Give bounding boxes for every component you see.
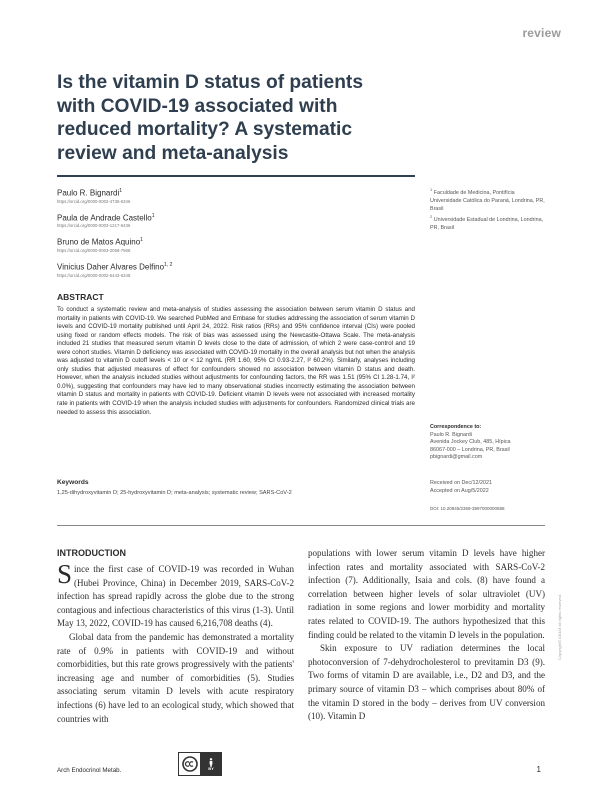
doi-text[interactable]: DOI: 10.20945/2359-3997000000588 [430,506,505,511]
correspondence-line: 86067-000 – Londrina, PR, Brasil [430,446,510,453]
correspondence-email[interactable]: pbignardi@gmail.com [430,454,483,461]
dates-block [430,480,545,495]
section-divider [57,525,545,526]
author-name: Bruno de Matos Aquino$^1$ [57,237,143,247]
author-list [57,186,357,285]
abstract-text: To conduct a systematic review and meta-analysis of studies assessing the association between serum vitamin D status and mortality in patients with COVID-19. We searched PubMed and Embase for studies addressing the association of serum vitamin D levels and COVID-19 mortality published until April 24, 2022. Risk ratios (RRs) and 95% confidence interval (CIs) were pooled using fixed or random effects models. The risk of bias was assessed using the Newcastle-Ottawa Scale. The meta-analysis included 21 studies that measured serum vitamin D levels close to the date of admission, of which 2 were case-control and 19 were cohort studies. Vitamin D deficiency was associated with COVID-19 mortality in the overall analysis but not when the analysis was adjusted to vitamin D cutoff levels < 10 or < 12 ng/mL (RR 1.60, 95% CI 0.93-2.27, I² 60.2%). Similarly, analyses including only studies that adjusted measures of effect for confounders showed no association between vitamin D status and death. However, when the analysis included studies without adjustments for confounding factors, the RR was 1.51 (95% CI 1.28-1.74, I² 0.0%), suggesting that confounders may have led to many observational studies incorrectly estimating the association between vitamin D status and mortality in patients with COVID-19. Deficient vitamin D levels were not associated with increased mortality rate in patients with COVID-19 when the analysis included studies with adjustments for confounders. Randomized clinical trials are needed to assess this association. [57,306,415,416]
cc-by-icon[interactable] [178,752,222,776]
orcid-link[interactable]: https://orcid.org/0000-0002-4736-6346 [57,198,131,204]
orcid-link[interactable]: https://orcid.org/0000-0002-5443-6348 [57,272,131,278]
received-date: Received on Dec/12/2021 [430,480,493,486]
author-entry [57,260,357,279]
affiliation: $^1$ Faculdade de Medicina, Pontifícia Universidade Católica do Paraná, Londrina, PR, Brasil [430,187,545,213]
drop-cap: S [57,559,73,589]
correspondence-block [430,424,545,462]
accepted-date: Accepted on Aug/5/2022 [430,487,489,494]
orcid-link[interactable]: https://orcid.org/0000-0003-2058-7568 [57,247,131,253]
author-name: Paulo R. Bignardi$^1$ [57,188,123,198]
author-entry [57,211,357,230]
body-paragraph: Skin exposure to UV radiation determines the local photoconversion of 7-dehydrocholesterol to previtamin D3 (9). Two forms of vitamin D are available, i.e., D2 and D3, and the primary source of vitamin D3 – which comprises about 80% of the vitamin D stored in the body – derives from UV conversion (10). Vitamin D [308,643,545,722]
author-name: Vinicius Daher Alvares Delfino$^{1, 2}$ [57,261,173,272]
page-number: 1 [536,765,541,774]
orcid-link[interactable]: https://orcid.org/0000-0003-1217-6436 [57,223,131,229]
copyright-note: Copyright© AE&M all rights reserved. [557,593,562,660]
section-label: review [522,26,561,40]
body-column-left [57,559,294,726]
correspondence-heading: Correspondence to: [430,424,482,430]
body-column-right [308,547,545,724]
cc-icon [179,753,201,775]
affiliations [430,186,545,233]
author-name: Paula de Andrade Castello$^1$ [57,212,155,223]
by-icon [201,753,221,775]
license-label: BY [208,765,214,771]
journal-name: Arch Endocrinol Metab. [57,767,122,774]
author-entry [57,235,357,254]
body-paragraph: Global data from the pandemic has demonstrated a mortality rate of 0.9% in patients with COVID-19 and without comorbidities, but this rate grows progressively with the patients' increasing age and number of comorbidities (5). Studies associating serum vitamin D levels with acute respiratory infections (6) have led to an ecological study, which showed that countries with [57,631,294,724]
introduction-heading: INTRODUCTION [57,548,126,558]
body-paragraph: Since the first case of COVID-19 was recorded in Wuhan (Hubei Province, China) in December 2019, SARS-CoV-2 infection has spread rapidly across the globe due to the strong contagious and infectious characteristics of this virus (1-3). Until May 13, 2022, COVID-19 has caused 6,216,708 deaths (4). [57,559,294,629]
correspondence-line: Avenida Jockey Club, 485, Hípica [430,439,511,446]
title-divider [57,175,415,177]
correspondence-line: Paulo R. Bignardi [430,431,472,438]
affiliation: $^2$ Universidade Estadual de Londrina, Londrina, PR, Brasil [430,214,544,232]
keywords-text: 1,25-dihydroxyvitamin D; 25-hydroxyvitamin D; meta-analysis; systematic review; SARS-CoV-2 [57,490,292,496]
article-title: Is the vitamin D status of patients with COVID-19 associated with reduced mortality? A systematic review and meta-analysis [57,72,363,164]
author-entry [57,186,357,205]
keywords-heading: Keywords [57,479,89,486]
abstract-heading: ABSTRACT [57,292,104,302]
body-paragraph: populations with lower serum vitamin D levels have higher infection rates and mortality associated with SARS-CoV-2 infection (7). Additionally, Isaia and cols. (8) have found a correlation between higher levels of solar ultraviolet (UV) radiation in some regions and lower morbidity and mortality rates related to COVID-19. The authors hypothesized that this finding could be related to the vitamin D levels in the population. [308,548,545,640]
